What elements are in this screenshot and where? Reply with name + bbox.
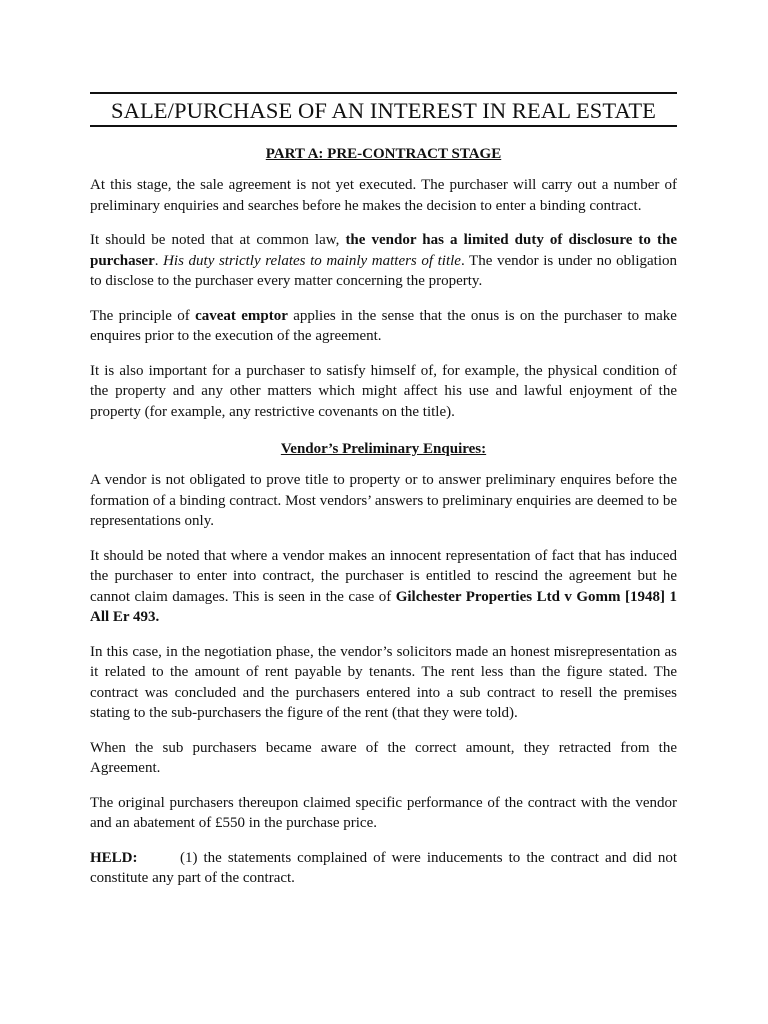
paragraph-3-text-c: applies in the sense that the onus is on the purchaser to make enquires prior to the execution of the agreement. [90, 307, 677, 344]
paragraph-3 [90, 306, 677, 347]
paragraph-6-text-a: It should be noted that where a vendor makes an innocent representation of fact that has induced the purchaser to enter into contract, the purchaser is entitled to rescind the agreement but he cannot claim damages. This is seen in the case of [90, 547, 677, 605]
held-label: HELD: [90, 849, 138, 866]
paragraph-2-italic: His duty strictly relates to mainly matters of title [163, 252, 461, 269]
vendor-enquiries-heading: Vendor’s Preliminary Enquires: [280, 441, 487, 457]
caveat-emptor-term: caveat emptor [195, 307, 288, 324]
paragraph-3-text-a: The principle of [90, 307, 196, 324]
document-page [90, 92, 677, 889]
part-a-heading: PART A: PRE-CONTRACT STAGE [265, 146, 502, 162]
paragraph-5: A vendor is not obligated to prove title to property or to answer preliminary enquires before the formation of a binding contract. Most vendors’ answers to preliminary enquiries are deemed to be representations only. [90, 472, 677, 529]
held-text: (1) the statements complained of were inducements to the contract and did not constitute any part of the contract. [90, 849, 677, 886]
paragraph-6 [90, 546, 677, 628]
paragraph-4: It is also important for a purchaser to satisfy himself of, for example, the physical condition of the property and any other matters which might affect his use and lawful enjoyment of the property (for example, any restrictive covenants on the title). [90, 362, 677, 420]
document-title: SALE/PURCHASE OF AN INTEREST IN REAL ESTATE [110, 98, 657, 123]
paragraph-8: When the sub purchasers became aware of the correct amount, they retracted from the Agreement. [90, 739, 677, 776]
case-citation: Gilchester Properties Ltd v Gomm [1948] 1 All Er 493. [90, 588, 677, 625]
paragraph-10 [90, 848, 677, 889]
paragraph-9: The original purchasers thereupon claimed specific performance of the contract with the vendor and an abatement of £550 in the purchase price. [90, 794, 677, 831]
paragraph-2 [90, 230, 677, 292]
paragraph-2-text-c: . [154, 252, 164, 269]
paragraph-2-text-e: . The vendor is under no obligation to disclose to the purchaser every matter concerning the property. [90, 252, 678, 289]
title-block [90, 92, 677, 127]
paragraph-1: At this stage, the sale agreement is not yet executed. The purchaser will carry out a number of preliminary enquiries and searches before he makes the decision to enter a binding contract. [90, 177, 677, 214]
paragraph-7: In this case, in the negotiation phase, the vendor’s solicitors made an honest misrepresentation as it related to the amount of rent payable by tenants. The rent less than the figure stated. The contract was concluded and the purchasers entered into a sub contract to resell the premises stating to the sub-purchasers the figure of the rent (that they were told). [90, 643, 677, 721]
paragraph-2-bold: the vendor has a limited duty of disclosure to the purchaser [90, 232, 677, 269]
paragraph-2-text-a: It should be noted that at common law, [90, 232, 346, 248]
